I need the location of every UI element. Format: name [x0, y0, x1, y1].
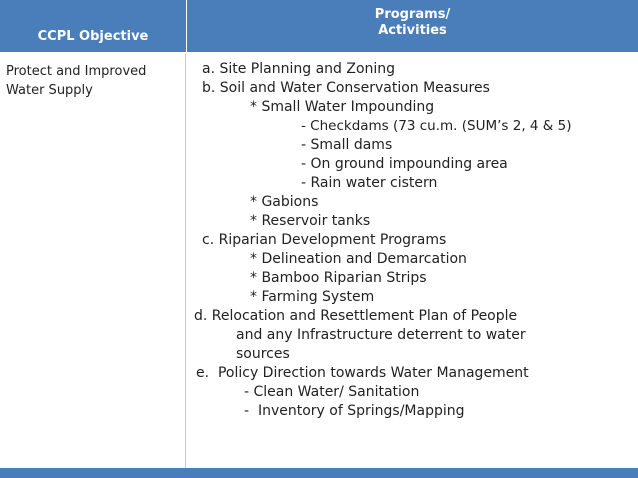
- program-line: e. Policy Direction towards Water Management: [196, 365, 529, 381]
- program-line: and any Infrastructure deterrent to water: [236, 327, 526, 343]
- header-programs-line-1: Programs/: [374, 7, 451, 22]
- program-line: - Rain water cistern: [301, 175, 438, 191]
- program-line: - Small dams: [301, 137, 393, 153]
- program-line: sources: [236, 346, 290, 362]
- program-line: a. Site Planning and Zoning: [202, 61, 396, 77]
- program-line: - Clean Water/ Sanitation: [244, 384, 420, 400]
- program-line: * Reservoir tanks: [250, 213, 371, 229]
- program-line: * Farming System: [250, 289, 375, 305]
- table-row: [0, 54, 638, 468]
- program-line: - Inventory of Springs/Mapping: [244, 403, 465, 419]
- header-objective: CCPL Objective: [37, 29, 149, 44]
- program-line: - Checkdams (73 cu.m. (SUM’s 2, 4 & 5): [301, 118, 572, 134]
- program-line: b. Soil and Water Conservation Measures: [202, 80, 490, 96]
- header-programs-line-2: Activities: [378, 23, 447, 38]
- program-line: c. Riparian Development Programs: [202, 232, 447, 248]
- program-line: * Gabions: [250, 194, 319, 210]
- program-line: * Small Water Impounding: [250, 99, 435, 115]
- programs-cell: [187, 60, 638, 468]
- footer-bar: [0, 468, 638, 478]
- program-line: * Delineation and Demarcation: [250, 251, 467, 267]
- program-line: - On ground impounding area: [301, 156, 508, 172]
- objective-cell: Protect and Improved Water Supply: [0, 54, 186, 468]
- program-line: * Bamboo Riparian Strips: [250, 270, 427, 286]
- header-programs: [187, 0, 638, 52]
- program-line: d. Relocation and Resettlement Plan of People: [194, 308, 518, 324]
- table-header: [0, 0, 638, 52]
